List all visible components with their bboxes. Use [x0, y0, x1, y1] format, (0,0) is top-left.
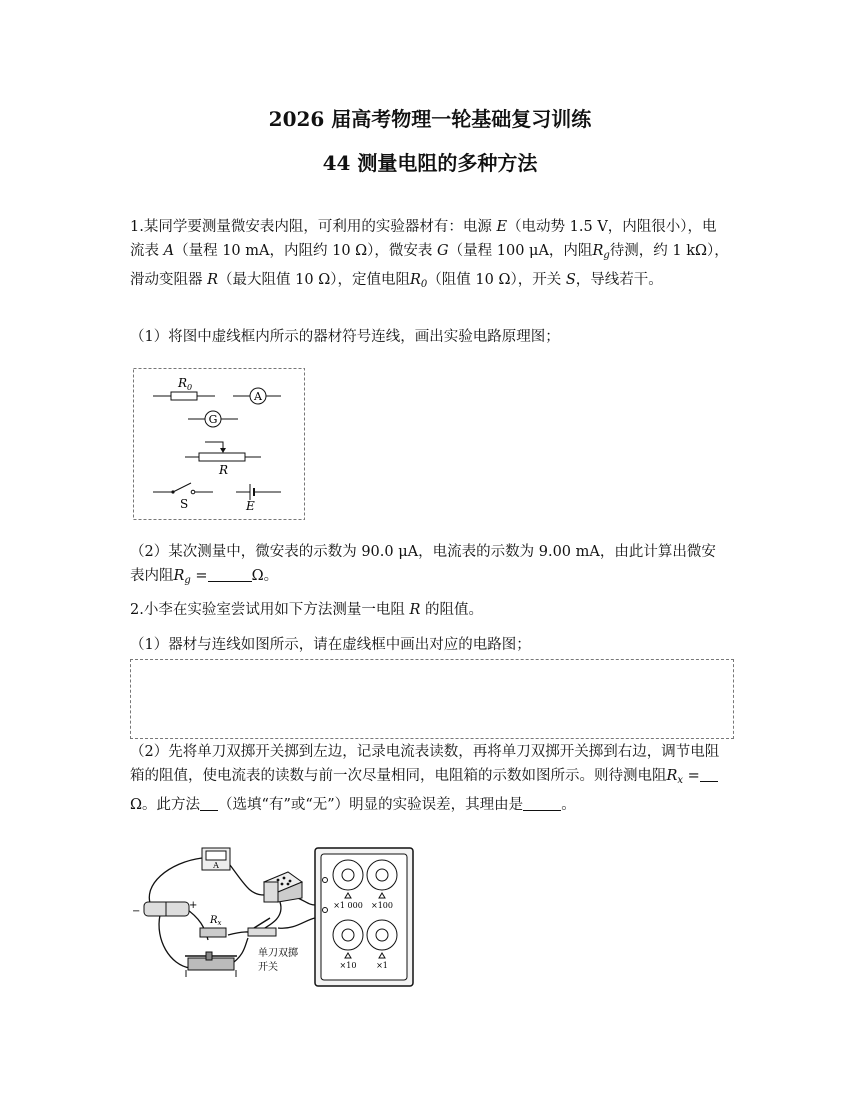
r0-resistor-symbol [171, 392, 197, 400]
q2-intro: 2.小李在实验室尝试用如下方法测量一电阻 R 的阻值。 [130, 602, 483, 618]
q1-components-figure [133, 368, 305, 520]
battery-label: E [246, 499, 255, 513]
ammeter-label: A [254, 390, 262, 403]
rx-device [200, 928, 226, 937]
rx-device-label: $R_x$ [210, 915, 222, 927]
spdt-switch-device [248, 928, 276, 936]
page-subtitle: 44 测量电阻的多种方法 [322, 151, 538, 175]
rheostat-slider [205, 442, 223, 452]
dial-x1000-label: ×1 000 [333, 901, 363, 910]
q2-apparatus-figure [130, 840, 420, 990]
ammeter-device-label: A [213, 861, 219, 870]
q1-dashed-frame [134, 369, 305, 520]
r0-label: $R_0$ [178, 376, 193, 392]
q2-part1: （1）器材与连线如图所示，请在虚线框中画出对应的电路图； [130, 637, 531, 653]
battery-minus-label: − [132, 906, 141, 917]
q2-part2: （2）先将单刀双掷开关掷到左边，记录电流表读数，再将单刀双掷开关掷到右边，调节电阻箱的阻值，使电流表的读数与前一次尽量相同，电阻箱的示数如图所示。则待测电阻$R_x =\Omega$。此方法 （选填“有”或“无”）明显的实验误差，其理由是 。 [130, 744, 720, 813]
answer-drawing-box[interactable] [130, 659, 734, 739]
answer-blank-rg[interactable] [208, 567, 252, 582]
page-title: 2026 届高考物理一轮基础复习训练 [268, 107, 592, 131]
answer-blank-rx[interactable] [700, 767, 718, 782]
switch-blade [173, 483, 191, 492]
switch-label-line2: 开关 [258, 962, 278, 973]
switch-label-line1: 单刀双掷 [258, 948, 298, 959]
dial-x100-label: ×100 [371, 901, 393, 910]
rheostat-symbol [199, 453, 245, 461]
q1-intro: 1.某同学要测量微安表内阻，可利用的实验器材有：电源 E（电动势 1.5 V，内阻很小），电流表 A（量程 10 mA，内阻约 10 Ω），微安表 G（量程 100 μA，内阻$R_g$待测，约 1 kΩ），滑动变阻器 R（最大阻值 10 Ω），定值电阻$R_0$（阻值 10 Ω），开关 S，导线若干。 [130, 219, 729, 290]
dial-x10-label: ×10 [339, 961, 357, 970]
wire-ammeter-box [230, 865, 264, 895]
galvanometer-label: G [208, 413, 218, 426]
wire-switch-resistancebox [278, 918, 315, 928]
dial-x1-label: ×1 [376, 961, 388, 970]
battery-plus-label: + [189, 900, 198, 911]
answer-blank-reason[interactable] [523, 796, 561, 811]
answer-blank-error[interactable] [200, 796, 218, 811]
wire-battery-rheostat [159, 915, 190, 968]
q1-part1: （1）将图中虚线框内所示的器材符号连线，画出实验电路原理图； [130, 329, 560, 345]
switch-label: S [180, 497, 189, 511]
rheostat-label: R [219, 463, 229, 477]
rheostat-slider-arrow [220, 448, 226, 453]
q1-part2: （2）某次测量中，微安表的示数为 90.0 μA，电流表的示数为 9.00 mA，由此计算出微安表内阻$R_g = \Omega$。 [130, 544, 716, 586]
